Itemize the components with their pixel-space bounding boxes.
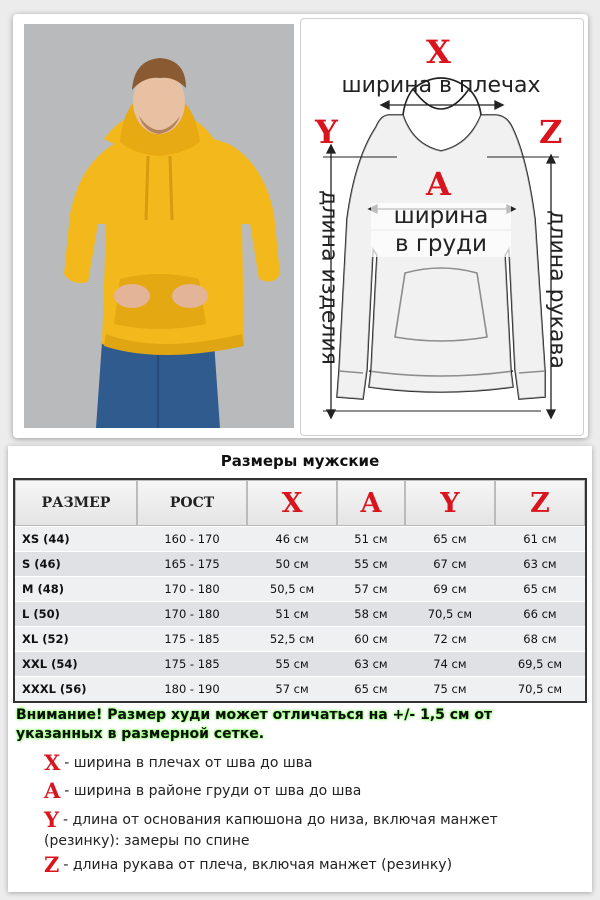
cell-x: 57 см [247,676,337,701]
header-size: РАЗМЕР [15,480,137,526]
table-row [15,551,585,576]
cell-height: 165 - 175 [137,551,247,576]
cell-y: 74 см [405,651,495,676]
a-letter: A [426,165,451,203]
cell-height: 180 - 190 [137,676,247,701]
shoulder-width-label: ширина в плечах [341,73,541,98]
model-wearing-yellow-hoodie-image [24,24,294,428]
cell-size: S (46) [15,551,137,576]
cell-size: XXL (54) [15,651,137,676]
table-row [15,526,585,551]
header-z: Z [495,480,585,526]
cell-z: 68 см [495,626,585,651]
legend-text-y: - длина от основания капюшона до низа, включая манжет (резинку): замеры по спине [44,812,498,849]
cell-y: 67 см [405,551,495,576]
legend-item-z [44,854,544,876]
cell-size: XL (52) [15,626,137,651]
cell-y: 65 см [405,526,495,551]
cell-a: 63 см [337,651,405,676]
cell-z: 65 см [495,576,585,601]
hoodie-measurement-diagram [300,18,584,436]
model-photo [24,24,294,428]
cell-a: 60 см [337,626,405,651]
legend-text-z: - длина рукава от плеча, включая манжет (резинку) [63,857,453,873]
header-a: A [337,480,405,526]
cell-z: 61 см [495,526,585,551]
cell-a: 65 см [337,676,405,701]
legend-letter-z: Z [44,852,60,877]
cell-height: 170 - 180 [137,601,247,626]
legend-letter-x: X [44,750,61,775]
table-row [15,601,585,626]
cell-x: 50,5 см [247,576,337,601]
y-letter: Y [315,113,338,151]
cell-a: 51 см [337,526,405,551]
legend-letter-y: Y [44,807,59,832]
table-row [15,576,585,601]
cell-a: 58 см [337,601,405,626]
cell-x: 55 см [247,651,337,676]
cell-x: 50 см [247,551,337,576]
cell-y: 70,5 см [405,601,495,626]
cell-z: 63 см [495,551,585,576]
cell-size: M (48) [15,576,137,601]
legend-text-a: - ширина в районе груди от шва до шва [64,783,362,799]
sleeve-length-label: длина рукава [544,210,570,369]
header-height: РОСТ [137,480,247,526]
cell-size: XXXL (56) [15,676,137,701]
cell-height: 175 - 185 [137,626,247,651]
legend-letter-a: A [44,778,61,803]
cell-x: 46 см [247,526,337,551]
size-warning-note: Внимание! Размер худи может отличаться на +/- 1,5 см от указанных в размерной сетке. [16,707,493,742]
cell-y: 75 см [405,676,495,701]
cell-height: 170 - 180 [137,576,247,601]
cell-size: XS (44) [15,526,137,551]
table-row [15,651,585,676]
cell-z: 66 см [495,601,585,626]
cell-a: 55 см [337,551,405,576]
size-table-title: Размеры мужские [220,452,380,470]
size-table [13,478,587,703]
cell-height: 175 - 185 [137,651,247,676]
x-letter: X [426,33,451,71]
cell-size: L (50) [15,601,137,626]
legend-item-x [44,752,544,774]
legend-item-a [44,780,544,802]
cell-x: 51 см [247,601,337,626]
cell-x: 52,5 см [247,626,337,651]
chest-width-label-line2: в груди [371,231,511,257]
legend-text-x: - ширина в плечах от шва до шва [64,755,313,771]
legend-item-y [44,809,544,852]
table-row [15,676,585,701]
cell-y: 69 см [405,576,495,601]
cell-z: 69,5 см [495,651,585,676]
table-row [15,626,585,651]
size-table-header-row [15,480,585,526]
header-x: X [247,480,337,526]
item-length-label: длина изделия [316,190,342,365]
cell-y: 72 см [405,626,495,651]
cell-z: 70,5 см [495,676,585,701]
header-y: Y [405,480,495,526]
cell-height: 160 - 170 [137,526,247,551]
chest-width-label-line1: ширина [371,203,511,229]
cell-a: 57 см [337,576,405,601]
z-letter: Z [539,113,563,151]
